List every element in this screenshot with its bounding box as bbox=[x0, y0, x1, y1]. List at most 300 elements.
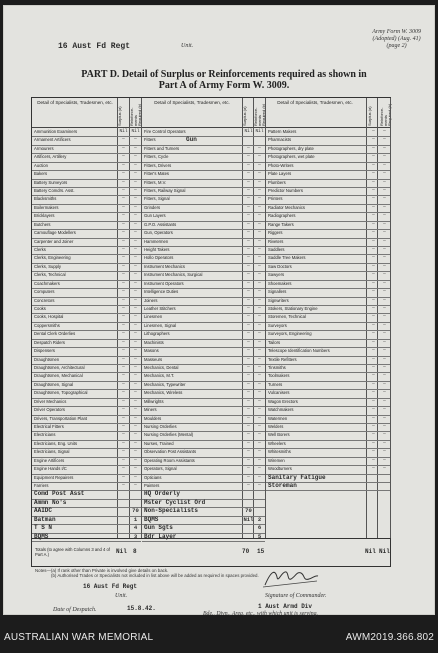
required-value: — bbox=[134, 280, 137, 286]
row-label: Bakers bbox=[34, 171, 48, 177]
row-label: Cooks bbox=[34, 306, 46, 312]
table-row bbox=[32, 490, 141, 498]
table-row bbox=[142, 162, 265, 170]
table-row bbox=[142, 187, 265, 195]
surplus-value: — bbox=[247, 432, 250, 438]
table-row bbox=[32, 322, 141, 330]
surplus-value: — bbox=[372, 263, 375, 269]
form-line: (Adopted) (Aug. 41) bbox=[372, 36, 421, 42]
row-label: Range Takers bbox=[268, 221, 294, 227]
row-label: Driver Operators bbox=[34, 407, 65, 413]
surplus-value: — bbox=[122, 179, 125, 185]
row-label: Equipment Repairers bbox=[34, 474, 74, 480]
row-rule bbox=[142, 541, 265, 542]
required-value: — bbox=[383, 390, 386, 396]
required-value: — bbox=[383, 188, 386, 193]
table-row bbox=[266, 254, 390, 262]
required-value: — bbox=[258, 356, 261, 362]
table-row bbox=[32, 254, 141, 262]
required-value: — bbox=[383, 171, 386, 177]
surplus-value: — bbox=[372, 356, 375, 362]
row-rule bbox=[32, 541, 141, 542]
row-label: Bdr Layer bbox=[144, 532, 177, 540]
required-value: — bbox=[258, 466, 261, 472]
required-value: — bbox=[134, 272, 137, 278]
required-value: Nil bbox=[255, 129, 264, 134]
table-row bbox=[142, 322, 265, 330]
form-reference bbox=[372, 29, 421, 50]
required-value: — bbox=[258, 196, 261, 202]
required-value: — bbox=[134, 415, 137, 421]
row-label: Sawyers bbox=[268, 272, 285, 278]
row-label: Millwrights bbox=[144, 398, 164, 404]
note-line: (b) Authorised Trades or Specialists not included in list above will be added as required in spaces provided. bbox=[51, 573, 259, 578]
row-label: Comd Post Asst bbox=[34, 490, 85, 498]
row-label: Fitters, M.V. bbox=[144, 179, 167, 185]
row-label: Ammn No's bbox=[34, 498, 67, 506]
row-label: Coachmakers bbox=[34, 280, 60, 286]
table-row bbox=[32, 280, 141, 288]
required-value: — bbox=[383, 306, 386, 312]
required-value: — bbox=[134, 238, 137, 244]
table-row bbox=[142, 490, 265, 498]
required-value: — bbox=[383, 179, 386, 185]
table-row bbox=[32, 229, 141, 237]
row-label: Surveyors, Engineering bbox=[268, 331, 312, 337]
required-value: — bbox=[258, 415, 261, 421]
required-value: — bbox=[383, 415, 386, 421]
surplus-value: — bbox=[122, 407, 125, 413]
row-label: Textile Refitters bbox=[268, 356, 297, 362]
surplus-value: — bbox=[247, 457, 250, 463]
table-row bbox=[142, 448, 265, 456]
row-label: Machinists bbox=[144, 339, 164, 345]
required-value: — bbox=[134, 137, 137, 143]
required-value: — bbox=[258, 373, 261, 379]
signature-label: Signature of Commander. bbox=[265, 593, 327, 599]
required-value: — bbox=[383, 196, 386, 202]
required-value: — bbox=[134, 339, 137, 345]
part-title bbox=[65, 69, 383, 91]
required-value: — bbox=[258, 297, 261, 303]
required-value: 70 bbox=[132, 507, 139, 515]
table-row bbox=[266, 136, 390, 144]
required-value: — bbox=[134, 365, 137, 371]
date-value: 15.8.42. bbox=[127, 605, 156, 612]
surplus-value: — bbox=[372, 255, 375, 261]
required-value: — bbox=[258, 348, 261, 354]
surplus-value: 70 bbox=[245, 507, 252, 515]
required-value: — bbox=[134, 213, 137, 219]
surplus-value: — bbox=[122, 306, 125, 312]
required-value: — bbox=[134, 247, 137, 253]
required-value: — bbox=[134, 373, 137, 379]
table-row bbox=[266, 347, 390, 355]
row-label: Operators, Signal bbox=[144, 466, 177, 472]
required-value: — bbox=[383, 424, 386, 430]
archive-caption: AUSTRALIAN WAR MEMORIAL bbox=[4, 632, 154, 643]
row-label: Watermen bbox=[268, 415, 288, 421]
col2-surplus-head: Surplus (a) bbox=[242, 106, 247, 126]
row-label: Instrument Operators bbox=[144, 280, 184, 286]
part-title-line: PART D. Detail of Surplus or Reinforcements required as shown in bbox=[81, 69, 367, 80]
required-value: 4 bbox=[133, 524, 138, 532]
required-value: — bbox=[383, 339, 386, 345]
surplus-value: — bbox=[122, 339, 125, 345]
surplus-value: — bbox=[122, 474, 125, 480]
table-row bbox=[266, 389, 390, 397]
required-value: — bbox=[134, 449, 137, 455]
row-label: Fitters, Cycle bbox=[144, 154, 169, 160]
row-label: Printers bbox=[268, 196, 283, 202]
table-row bbox=[266, 415, 390, 423]
row-label: Cooks, Hospital bbox=[34, 314, 64, 320]
row-label: Wiremen bbox=[268, 457, 285, 463]
surplus-value: — bbox=[247, 449, 250, 455]
required-value: — bbox=[134, 407, 137, 413]
surplus-value: — bbox=[122, 322, 125, 328]
required-value: — bbox=[383, 314, 386, 320]
table-row bbox=[142, 372, 265, 380]
required-value: — bbox=[134, 154, 137, 160]
surplus-value: — bbox=[122, 483, 125, 489]
table-row bbox=[266, 465, 390, 473]
row-label: Butchers bbox=[34, 221, 51, 227]
row-label: Fitters, Railway Signal bbox=[144, 188, 186, 193]
required-value: — bbox=[134, 348, 137, 354]
footer-unit-label: Unit. bbox=[115, 593, 128, 599]
surplus-value: — bbox=[122, 373, 125, 379]
table-row bbox=[266, 212, 390, 220]
table-row bbox=[266, 339, 390, 347]
surplus-value: — bbox=[247, 314, 250, 320]
table-row bbox=[142, 305, 265, 313]
required-value: — bbox=[258, 221, 261, 227]
table-row bbox=[266, 482, 390, 490]
required-value: — bbox=[258, 230, 261, 236]
surplus-value: — bbox=[247, 466, 250, 472]
row-label: Hollo Operators bbox=[144, 255, 174, 261]
table-row bbox=[142, 499, 265, 507]
required-value: — bbox=[383, 398, 386, 404]
surplus-value: — bbox=[122, 171, 125, 177]
table-row bbox=[266, 364, 390, 372]
required-value: — bbox=[134, 466, 137, 472]
required-value: — bbox=[258, 238, 261, 244]
surplus-value: — bbox=[122, 381, 125, 387]
required-value: — bbox=[258, 390, 261, 396]
table-row bbox=[266, 440, 390, 448]
surplus-value: — bbox=[372, 230, 375, 236]
row-label: Lithographers bbox=[144, 331, 170, 337]
row-label: Blacksmiths bbox=[34, 196, 57, 202]
table-row bbox=[32, 457, 141, 465]
row-label: Joiners bbox=[144, 297, 158, 303]
row-label: Drivers, Transportation Plant bbox=[34, 415, 88, 421]
row-label: Clerks, Engineering bbox=[34, 255, 71, 261]
surplus-value: — bbox=[372, 424, 375, 430]
col2-head: Detail of Specialists, Tradesmen, etc. bbox=[154, 100, 230, 105]
table-row bbox=[266, 162, 390, 170]
row-label: Electricians, Signal bbox=[34, 449, 70, 455]
surplus-value: — bbox=[247, 356, 250, 362]
row-label: Welders bbox=[268, 424, 284, 430]
detail-table bbox=[31, 97, 391, 567]
surplus-value: — bbox=[122, 415, 125, 421]
surplus-value: — bbox=[372, 171, 375, 177]
table-row bbox=[142, 212, 265, 220]
surplus-value: — bbox=[372, 297, 375, 303]
surplus-value: — bbox=[122, 196, 125, 202]
required-value: — bbox=[258, 272, 261, 278]
footer-unit-value: 16 Aust Fd Regt bbox=[83, 583, 138, 590]
row-label: Radiographers bbox=[268, 213, 296, 219]
row-label: Stokers, Stationary Engine bbox=[268, 306, 318, 312]
row-label: Surveyors bbox=[268, 322, 287, 328]
row-label: Toolmakers bbox=[268, 373, 290, 379]
row-label: Driver Mechanics bbox=[34, 398, 67, 404]
table-row bbox=[142, 364, 265, 372]
row-label: Clerks, Technical bbox=[34, 272, 66, 278]
surplus-value: — bbox=[247, 297, 250, 303]
row-label: BQMS bbox=[34, 532, 49, 540]
required-value: — bbox=[383, 407, 386, 413]
row-label: Artificers, Artillery bbox=[34, 154, 67, 160]
row-label: Mechanics, Typewriter bbox=[144, 381, 186, 387]
table-row bbox=[32, 440, 141, 448]
table-row bbox=[32, 507, 141, 515]
table-row bbox=[32, 398, 141, 406]
required-value: — bbox=[258, 381, 261, 387]
row-label: Nurses, Trained bbox=[144, 440, 174, 446]
row-label: Nursing Orderlies bbox=[144, 424, 177, 430]
row-rule bbox=[266, 490, 390, 491]
required-value: — bbox=[134, 263, 137, 269]
table-row bbox=[266, 398, 390, 406]
table-row bbox=[142, 204, 265, 212]
table-row bbox=[142, 415, 265, 423]
surplus-value: — bbox=[372, 449, 375, 455]
surplus-value: — bbox=[372, 373, 375, 379]
row-label: Plumbers bbox=[268, 179, 286, 185]
surplus-value: — bbox=[122, 137, 125, 143]
table-row bbox=[266, 238, 390, 246]
table-row bbox=[142, 288, 265, 296]
row-label: Storemen, Technical bbox=[268, 314, 306, 320]
table-row bbox=[32, 271, 141, 279]
row-label: Linesmen, Signal bbox=[144, 322, 177, 328]
surplus-value: — bbox=[247, 230, 250, 236]
table-row bbox=[142, 254, 265, 262]
row-label: Dispensers bbox=[34, 348, 55, 354]
row-label: Hammermen bbox=[144, 238, 169, 244]
row-label: Batman bbox=[34, 515, 56, 523]
row-label: Pharmacists bbox=[268, 137, 292, 143]
surplus-value: — bbox=[247, 398, 250, 404]
surplus-value: — bbox=[247, 171, 250, 177]
surplus-value: — bbox=[122, 289, 125, 295]
required-value: — bbox=[258, 306, 261, 312]
required-value: — bbox=[258, 322, 261, 328]
row-label: Moulders bbox=[144, 415, 162, 421]
required-value: — bbox=[258, 474, 261, 480]
table-row bbox=[266, 356, 390, 364]
table-row bbox=[266, 263, 390, 271]
required-value: 1 bbox=[133, 515, 138, 523]
surplus-value: — bbox=[122, 314, 125, 320]
surplus-value: Nil bbox=[119, 129, 128, 134]
required-value: — bbox=[134, 356, 137, 362]
surplus-value: — bbox=[372, 398, 375, 404]
table-row bbox=[142, 280, 265, 288]
required-value: — bbox=[258, 289, 261, 295]
required-value: — bbox=[383, 255, 386, 261]
required-value: — bbox=[383, 289, 386, 295]
row-label: Gun, Operators bbox=[144, 230, 173, 236]
required-value: — bbox=[383, 145, 386, 151]
table-row bbox=[142, 229, 265, 237]
table-row bbox=[32, 313, 141, 321]
row-label: Pattern Makers bbox=[268, 129, 297, 134]
required-value: — bbox=[258, 154, 261, 160]
row-label: Photo-Writers bbox=[268, 162, 294, 168]
row-label: Fire Control Operators bbox=[144, 129, 186, 134]
surplus-value: — bbox=[247, 474, 250, 480]
surplus-value: — bbox=[247, 390, 250, 396]
row-label: Gun Sgts bbox=[144, 524, 173, 532]
total-c2-surplus: 70 bbox=[242, 548, 250, 555]
row-label: Whitesmiths bbox=[268, 449, 291, 455]
surplus-value: — bbox=[247, 424, 250, 430]
row-typed-note: Gun bbox=[186, 136, 197, 144]
row-label: Wagon Erectors bbox=[268, 398, 298, 404]
required-value: — bbox=[258, 263, 261, 269]
col1-required-head: Reinforce-ments Required (b) bbox=[129, 103, 142, 126]
required-value: — bbox=[134, 483, 137, 489]
table-row bbox=[142, 381, 265, 389]
table-row bbox=[266, 280, 390, 288]
surplus-value: — bbox=[372, 457, 375, 463]
surplus-value: — bbox=[122, 162, 125, 168]
required-value: — bbox=[383, 440, 386, 446]
row-label: T S N bbox=[34, 524, 53, 532]
surplus-value: — bbox=[247, 440, 250, 446]
table-row bbox=[142, 128, 265, 136]
table-row bbox=[32, 204, 141, 212]
accession-number: AWM2019.366.802 bbox=[345, 632, 434, 643]
surplus-value: — bbox=[372, 289, 375, 295]
required-value: — bbox=[258, 339, 261, 345]
row-label: Tinsmiths bbox=[268, 365, 286, 371]
surplus-value: — bbox=[247, 154, 250, 160]
required-value: — bbox=[258, 424, 261, 430]
required-value: — bbox=[258, 407, 261, 413]
total-c1-surplus: Nil bbox=[116, 548, 127, 555]
required-value: — bbox=[258, 188, 261, 193]
required-value: — bbox=[134, 230, 137, 236]
surplus-value: — bbox=[247, 213, 250, 219]
surplus-value: — bbox=[372, 331, 375, 337]
surplus-value: — bbox=[122, 238, 125, 244]
required-value: — bbox=[134, 289, 137, 295]
surplus-value: — bbox=[122, 331, 125, 337]
surplus-value: — bbox=[247, 415, 250, 421]
col3-head: Detail of Specialists, Tradesmen, etc. bbox=[277, 100, 353, 105]
required-value: — bbox=[258, 483, 261, 489]
surplus-value: — bbox=[372, 390, 375, 396]
surplus-value: — bbox=[247, 306, 250, 312]
required-value: — bbox=[258, 440, 261, 446]
table-row bbox=[32, 389, 141, 397]
table-row bbox=[266, 288, 390, 296]
row-label: Photographers, wet plate bbox=[268, 154, 315, 160]
table-row bbox=[32, 482, 141, 490]
form-line: (page 2) bbox=[386, 43, 407, 49]
row-label: Saddlers bbox=[268, 247, 285, 253]
surplus-value: — bbox=[247, 238, 250, 244]
row-label: Fitters and Turners bbox=[144, 145, 180, 151]
surplus-value: — bbox=[372, 196, 375, 202]
row-label: Boilermakers bbox=[34, 204, 59, 210]
row-label: Electricians, Eng. Units bbox=[34, 440, 78, 446]
surplus-value: — bbox=[122, 230, 125, 236]
required-value: — bbox=[258, 280, 261, 286]
table-row bbox=[142, 440, 265, 448]
note-line: Notes—(a) If rank other than Private is involved give details on back. bbox=[35, 568, 169, 573]
table-row bbox=[142, 533, 265, 541]
row-label: Wheelers bbox=[268, 440, 286, 446]
surplus-value: — bbox=[247, 204, 250, 210]
table-row bbox=[32, 465, 141, 473]
required-value: — bbox=[383, 272, 386, 278]
surplus-value: — bbox=[247, 373, 250, 379]
table-row bbox=[32, 499, 141, 507]
row-label: Electricians bbox=[34, 432, 56, 438]
required-value: — bbox=[134, 432, 137, 438]
row-label: Concretors bbox=[34, 297, 55, 303]
required-value: — bbox=[258, 171, 261, 177]
row-label: Battery Surveyors bbox=[34, 179, 68, 185]
form-page bbox=[3, 5, 435, 615]
table-row bbox=[142, 246, 265, 254]
required-value: — bbox=[383, 230, 386, 236]
row-label: Painters bbox=[144, 483, 160, 489]
surplus-value: — bbox=[372, 365, 375, 371]
table-row bbox=[266, 221, 390, 229]
surplus-value: — bbox=[372, 154, 375, 160]
table-row bbox=[142, 457, 265, 465]
surplus-value: — bbox=[122, 280, 125, 286]
surplus-value: — bbox=[122, 297, 125, 303]
required-value: — bbox=[134, 424, 137, 430]
row-label: Clerks, Supply bbox=[34, 263, 61, 269]
row-label: Camouflage Modellers bbox=[34, 230, 76, 236]
table-row bbox=[142, 170, 265, 178]
surplus-value: — bbox=[372, 247, 375, 253]
table-row bbox=[32, 372, 141, 380]
surplus-value: — bbox=[122, 457, 125, 463]
surplus-value: — bbox=[122, 247, 125, 253]
table-row bbox=[266, 297, 390, 305]
surplus-value: — bbox=[122, 255, 125, 261]
table-row bbox=[32, 516, 141, 524]
required-value: 6 bbox=[257, 524, 262, 532]
table-row bbox=[266, 179, 390, 187]
required-value: — bbox=[134, 322, 137, 328]
surplus-value: — bbox=[122, 213, 125, 219]
row-label: Auction bbox=[34, 162, 48, 168]
required-value: — bbox=[134, 440, 137, 446]
